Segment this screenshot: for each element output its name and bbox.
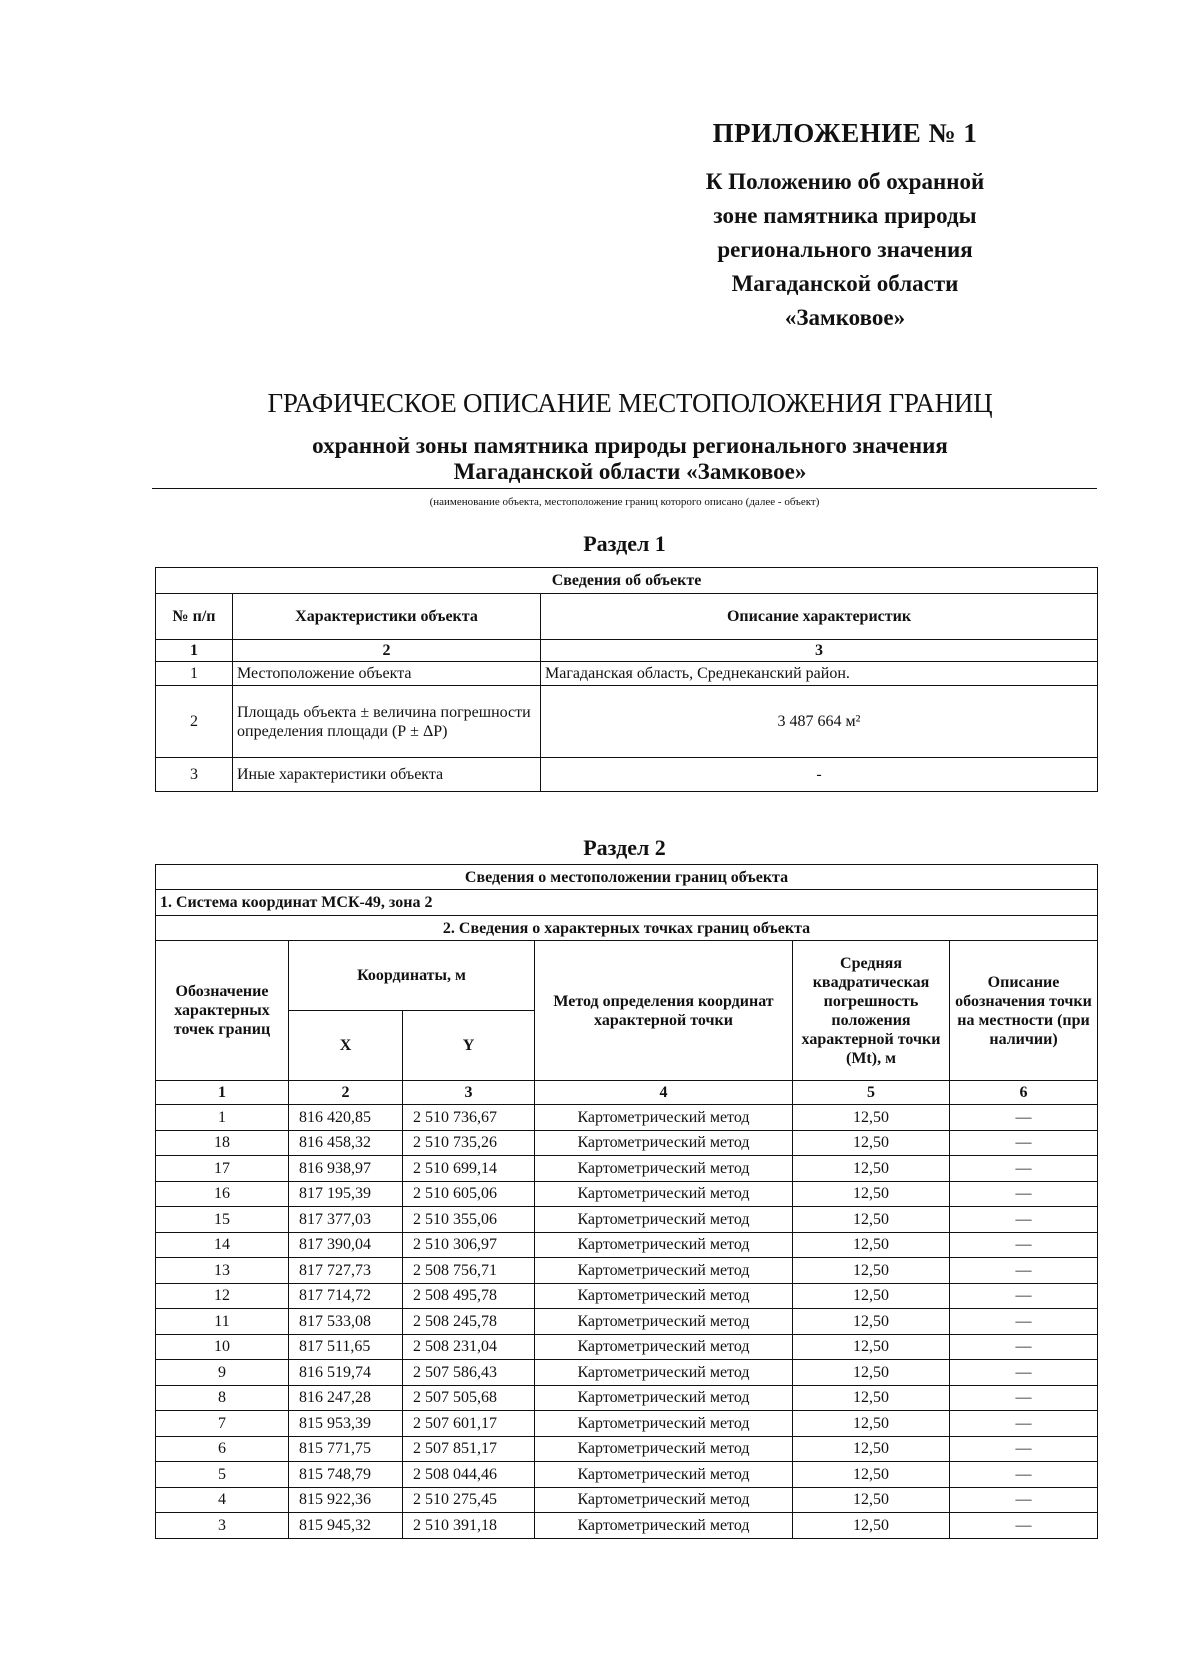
header-number: № п/п	[156, 594, 233, 640]
table-row	[156, 758, 1098, 792]
point-method: Картометрический метод	[535, 1385, 793, 1411]
point-designation: 10	[156, 1334, 289, 1360]
subtitle-line-2: Магаданской области «Замковое»	[453, 459, 807, 484]
table-row	[156, 1436, 1098, 1462]
column-number: 3	[541, 640, 1098, 662]
point-error: 12,50	[793, 1105, 950, 1131]
point-designation: 4	[156, 1487, 289, 1513]
point-location-description: —	[950, 1105, 1098, 1131]
table-title: Сведения о местоположении границ объекта	[156, 865, 1098, 890]
point-y: 2 507 586,43	[403, 1360, 535, 1386]
appendix-line: К Положению об охранной	[705, 169, 985, 194]
column-number: 2	[289, 1081, 403, 1105]
points-title: 2. Сведения о характерных точках границ объекта	[156, 916, 1098, 941]
header-method: Метод определения координат характерной точки	[535, 941, 793, 1081]
point-location-description: —	[950, 1334, 1098, 1360]
point-y: 2 510 391,18	[403, 1513, 535, 1539]
point-method: Картометрический метод	[535, 1258, 793, 1284]
point-designation: 7	[156, 1411, 289, 1437]
table-row	[156, 1309, 1098, 1335]
point-method: Картометрический метод	[535, 1181, 793, 1207]
table-row	[156, 1156, 1098, 1182]
appendix-number: ПРИЛОЖЕНИЕ № 1	[712, 118, 978, 148]
point-location-description: —	[950, 1156, 1098, 1182]
table-row	[156, 1334, 1098, 1360]
point-designation: 14	[156, 1232, 289, 1258]
document-title: ГРАФИЧЕСКОЕ ОПИСАНИЕ МЕСТОПОЛОЖЕНИЯ ГРАНИЦ	[267, 388, 993, 418]
point-method: Картометрический метод	[535, 1309, 793, 1335]
characteristic-value: Магаданская область, Среднеканский район.	[541, 662, 1098, 686]
coordinate-system: 1. Система координат МСК-49, зона 2	[156, 890, 1098, 916]
title-caption: (наименование объекта, местоположение границ которого описано (далее - объект)	[429, 496, 820, 508]
row-number: 2	[156, 686, 233, 758]
column-number: 5	[793, 1081, 950, 1105]
point-error: 12,50	[793, 1309, 950, 1335]
section-2-title: Раздел 2	[583, 835, 666, 860]
table-row	[156, 1462, 1098, 1488]
point-x: 816 458,32	[289, 1130, 403, 1156]
appendix-line: Магаданской области	[731, 271, 959, 296]
point-y: 2 510 735,26	[403, 1130, 535, 1156]
point-location-description: —	[950, 1436, 1098, 1462]
point-y: 2 510 306,97	[403, 1232, 535, 1258]
point-error: 12,50	[793, 1130, 950, 1156]
characteristic-value: 3 487 664 м²	[541, 686, 1098, 758]
point-method: Картометрический метод	[535, 1207, 793, 1233]
point-y: 2 510 699,14	[403, 1156, 535, 1182]
point-error: 12,50	[793, 1232, 950, 1258]
header-y: Y	[403, 1011, 535, 1081]
table-row	[156, 1487, 1098, 1513]
table-row	[156, 1207, 1098, 1233]
section-1-title: Раздел 1	[583, 531, 666, 556]
document-subtitle	[160, 433, 1100, 485]
boundary-points-table	[155, 864, 1098, 1539]
points-body	[156, 1105, 1098, 1539]
point-method: Картометрический метод	[535, 1232, 793, 1258]
row-number: 3	[156, 758, 233, 792]
point-y: 2 510 355,06	[403, 1207, 535, 1233]
point-location-description: —	[950, 1513, 1098, 1539]
point-location-description: —	[950, 1130, 1098, 1156]
point-error: 12,50	[793, 1487, 950, 1513]
point-error: 12,50	[793, 1258, 950, 1284]
point-designation: 5	[156, 1462, 289, 1488]
characteristic-name: Местоположение объекта	[233, 662, 541, 686]
appendix-line: «Замковое»	[784, 305, 906, 330]
point-designation: 17	[156, 1156, 289, 1182]
point-location-description: —	[950, 1283, 1098, 1309]
point-error: 12,50	[793, 1411, 950, 1437]
point-x: 817 727,73	[289, 1258, 403, 1284]
point-y: 2 508 231,04	[403, 1334, 535, 1360]
column-number: 2	[233, 640, 541, 662]
point-x: 815 922,36	[289, 1487, 403, 1513]
row-number: 1	[156, 662, 233, 686]
table-row	[156, 1105, 1098, 1131]
column-number: 1	[156, 640, 233, 662]
characteristic-name: Иные характеристики объекта	[233, 758, 541, 792]
point-x: 816 247,28	[289, 1385, 403, 1411]
table-row	[156, 1130, 1098, 1156]
point-method: Картометрический метод	[535, 1105, 793, 1131]
object-info-table	[155, 567, 1098, 792]
point-y: 2 510 275,45	[403, 1487, 535, 1513]
point-x: 817 377,03	[289, 1207, 403, 1233]
point-designation: 11	[156, 1309, 289, 1335]
appendix-line: регионального значения	[717, 237, 973, 262]
point-x: 817 511,65	[289, 1334, 403, 1360]
subtitle-line-1: охранной зоны памятника природы регионального значения	[312, 433, 948, 458]
title-underline	[152, 488, 1097, 489]
appendix-line: зоне памятника природы	[713, 203, 977, 228]
point-error: 12,50	[793, 1462, 950, 1488]
point-y: 2 507 505,68	[403, 1385, 535, 1411]
point-x: 816 519,74	[289, 1360, 403, 1386]
table-row	[156, 1411, 1098, 1437]
characteristic-name: Площадь объекта ± величина погрешности определения площади (Р ± ΔР)	[233, 686, 541, 758]
point-designation: 16	[156, 1181, 289, 1207]
point-x: 817 390,04	[289, 1232, 403, 1258]
point-error: 12,50	[793, 1156, 950, 1182]
point-designation: 18	[156, 1130, 289, 1156]
point-error: 12,50	[793, 1207, 950, 1233]
point-method: Картометрический метод	[535, 1156, 793, 1182]
table-row	[156, 1181, 1098, 1207]
table-row	[156, 686, 1098, 758]
point-location-description: —	[950, 1462, 1098, 1488]
point-designation: 9	[156, 1360, 289, 1386]
table-row	[156, 1385, 1098, 1411]
column-number: 1	[156, 1081, 289, 1105]
point-location-description: —	[950, 1360, 1098, 1386]
header-characteristics: Характеристики объекта	[233, 594, 541, 640]
point-y: 2 510 605,06	[403, 1181, 535, 1207]
point-y: 2 507 851,17	[403, 1436, 535, 1462]
point-x: 817 714,72	[289, 1283, 403, 1309]
point-location-description: —	[950, 1385, 1098, 1411]
point-y: 2 508 245,78	[403, 1309, 535, 1335]
header-location-description: Описание обозначения точки на местности (при наличии)	[950, 941, 1098, 1081]
point-designation: 6	[156, 1436, 289, 1462]
point-method: Картометрический метод	[535, 1360, 793, 1386]
point-method: Картометрический метод	[535, 1513, 793, 1539]
table-row	[156, 1232, 1098, 1258]
point-error: 12,50	[793, 1283, 950, 1309]
table-row	[156, 1258, 1098, 1284]
point-location-description: —	[950, 1207, 1098, 1233]
table-row	[156, 1513, 1098, 1539]
point-y: 2 508 044,46	[403, 1462, 535, 1488]
point-y: 2 508 756,71	[403, 1258, 535, 1284]
table-row	[156, 1360, 1098, 1386]
point-location-description: —	[950, 1232, 1098, 1258]
column-number: 6	[950, 1081, 1098, 1105]
point-designation: 15	[156, 1207, 289, 1233]
point-location-description: —	[950, 1487, 1098, 1513]
point-y: 2 508 495,78	[403, 1283, 535, 1309]
point-error: 12,50	[793, 1385, 950, 1411]
point-x: 817 533,08	[289, 1309, 403, 1335]
point-error: 12,50	[793, 1360, 950, 1386]
point-x: 816 420,85	[289, 1105, 403, 1131]
point-error: 12,50	[793, 1334, 950, 1360]
point-method: Картометрический метод	[535, 1283, 793, 1309]
point-error: 12,50	[793, 1436, 950, 1462]
point-x: 815 748,79	[289, 1462, 403, 1488]
point-method: Картометрический метод	[535, 1411, 793, 1437]
header-x: X	[289, 1011, 403, 1081]
column-number: 4	[535, 1081, 793, 1105]
point-x: 815 953,39	[289, 1411, 403, 1437]
point-method: Картометрический метод	[535, 1130, 793, 1156]
point-method: Картометрический метод	[535, 1487, 793, 1513]
point-method: Картометрический метод	[535, 1436, 793, 1462]
appendix-block	[660, 118, 1030, 335]
table-row	[156, 1283, 1098, 1309]
header-coordinates: Координаты, м	[289, 941, 535, 1011]
table-title: Сведения об объекте	[156, 568, 1098, 594]
point-y: 2 510 736,67	[403, 1105, 535, 1131]
point-designation: 1	[156, 1105, 289, 1131]
point-designation: 3	[156, 1513, 289, 1539]
point-x: 817 195,39	[289, 1181, 403, 1207]
point-x: 815 771,75	[289, 1436, 403, 1462]
point-method: Картометрический метод	[535, 1462, 793, 1488]
point-designation: 12	[156, 1283, 289, 1309]
column-number: 3	[403, 1081, 535, 1105]
point-error: 12,50	[793, 1513, 950, 1539]
header-error: Средняя квадратическая погрешность положения характерной точки (Mt), м	[793, 941, 950, 1081]
point-x: 816 938,97	[289, 1156, 403, 1182]
point-error: 12,50	[793, 1181, 950, 1207]
point-location-description: —	[950, 1411, 1098, 1437]
table-row	[156, 662, 1098, 686]
point-x: 815 945,32	[289, 1513, 403, 1539]
point-location-description: —	[950, 1258, 1098, 1284]
header-description: Описание характеристик	[541, 594, 1098, 640]
point-designation: 13	[156, 1258, 289, 1284]
point-location-description: —	[950, 1181, 1098, 1207]
point-location-description: —	[950, 1309, 1098, 1335]
point-y: 2 507 601,17	[403, 1411, 535, 1437]
point-method: Картометрический метод	[535, 1334, 793, 1360]
header-designation: Обозначение характерных точек границ	[156, 941, 289, 1081]
point-designation: 8	[156, 1385, 289, 1411]
characteristic-value: -	[541, 758, 1098, 792]
